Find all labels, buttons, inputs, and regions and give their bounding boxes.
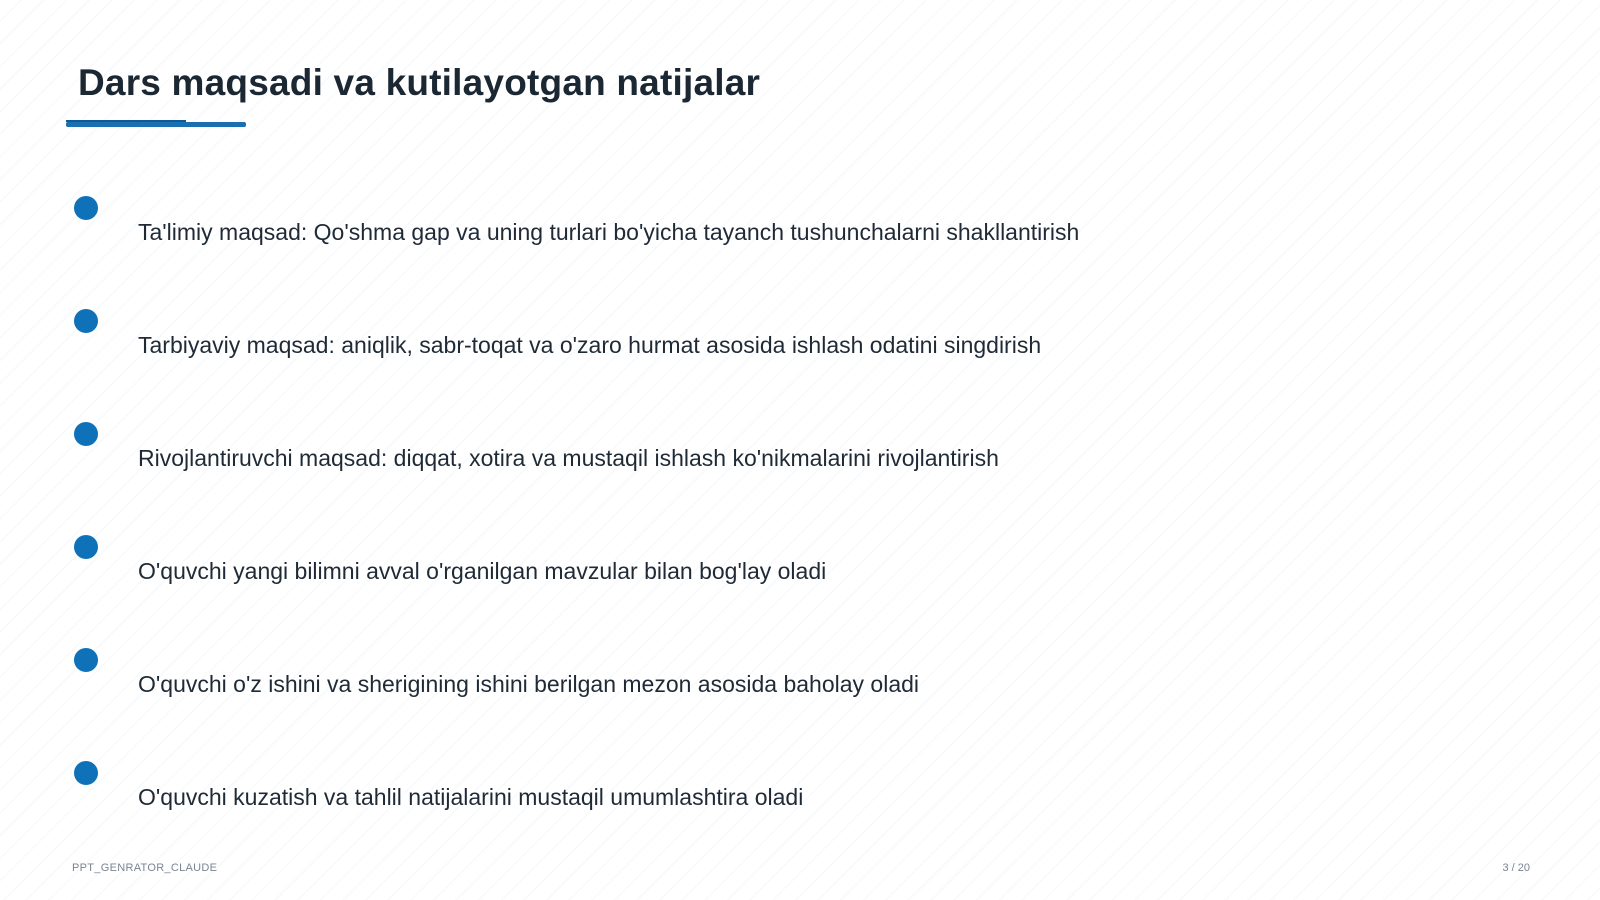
bullet-item [0, 535, 1600, 595]
bullet-dot-icon [74, 648, 98, 672]
bullet-dot-icon [74, 535, 98, 559]
bullet-text: O'quvchi yangi bilimni avval o'rganilgan mavzular bilan bog'lay oladi [138, 558, 827, 584]
bullet-dot-icon [74, 309, 98, 333]
bullet-item [0, 422, 1600, 482]
bullet-dot-icon [74, 196, 98, 220]
bullet-text: O'quvchi o'z ishini va sherigining ishini berilgan mezon asosida baholay oladi [138, 671, 920, 697]
slide-title: Dars maqsadi va kutilayotgan natijalar [78, 62, 761, 103]
page-indicator: 3 / 20 [1502, 862, 1530, 874]
bullet-text: Ta'limiy maqsad: Qo'shma gap va uning turlari bo'yicha tayanch tushunchalarni shakllantirish [138, 219, 1080, 245]
bullet-item [0, 196, 1600, 256]
bullet-item [0, 761, 1600, 821]
bullet-item [0, 309, 1600, 369]
bullet-text: Tarbiyaviy maqsad: aniqlik, sabr-toqat va o'zaro hurmat asosida ishlash odatini singdirish [138, 332, 1042, 358]
footer-generator-label: PPT_GENRATOR_CLAUDE [72, 862, 218, 874]
bullet-dot-icon [74, 761, 98, 785]
bullet-text: O'quvchi kuzatish va tahlil natijalarini mustaqil umumlashtira oladi [138, 784, 804, 810]
bullet-text: Rivojlantiruvchi maqsad: diqqat, xotira va mustaqil ishlash ko'nikmalarini rivojlantirish [138, 445, 999, 471]
bullet-item [0, 648, 1600, 708]
bullet-dot-icon [74, 422, 98, 446]
